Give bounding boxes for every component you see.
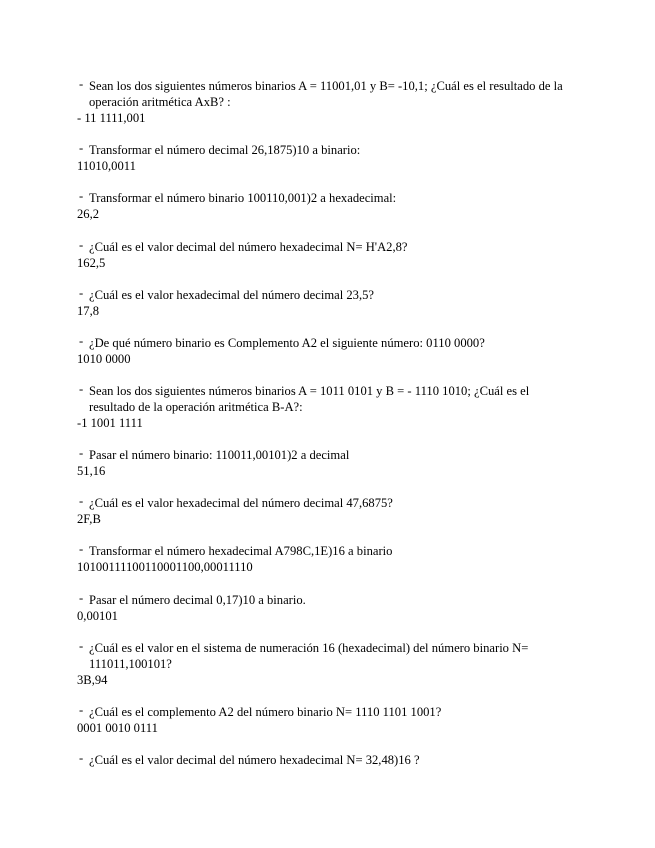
qa-item-7	[77, 383, 557, 431]
qa-item-11	[77, 592, 577, 624]
bullet-dash: -	[79, 446, 84, 460]
answer: 0,00101	[77, 609, 118, 623]
bullet-dash: -	[79, 703, 84, 717]
answer: 2F,B	[77, 512, 101, 526]
question	[77, 495, 577, 511]
question-text: Transformar el número hexadecimal A798C,1E)16 a binario	[89, 544, 393, 558]
question	[77, 78, 577, 110]
bullet-dash: -	[79, 751, 84, 765]
bullet-dash: -	[79, 382, 84, 396]
question-text: Transformar el número decimal 26,1875)10 a binario:	[89, 143, 361, 157]
bullet-dash: -	[79, 77, 84, 91]
answer: 17,8	[77, 304, 100, 318]
question	[77, 383, 557, 415]
question	[77, 239, 577, 255]
answer: - 11 1111,001	[77, 111, 146, 125]
qa-item-9	[77, 495, 577, 527]
question	[77, 142, 577, 158]
bullet-dash: -	[79, 141, 84, 155]
bullet-dash: -	[79, 238, 84, 252]
answer: 0001 0010 0111	[77, 721, 158, 735]
answer: 26,2	[77, 207, 100, 221]
question	[77, 640, 557, 672]
answer: -1 1001 1111	[77, 416, 143, 430]
question	[77, 592, 577, 608]
question	[77, 335, 577, 351]
qa-item-10	[77, 543, 577, 575]
qa-item-3	[77, 190, 577, 222]
question-text: Sean los dos siguientes números binarios A = 1011 0101 y B = - 1110 1010; ¿Cuál es el resultado de la operación aritmética B-A?:	[89, 384, 530, 414]
answer: 11010,0011	[77, 159, 136, 173]
question-text: ¿Cuál es el valor en el sistema de numeración 16 (hexadecimal) del número binario N= 111011,100101?	[89, 641, 529, 671]
answer: 3B,94	[77, 673, 108, 687]
answer: 10100111100110001100,00011110	[77, 560, 253, 574]
qa-item-4	[77, 239, 577, 271]
qa-item-13	[77, 704, 577, 736]
bullet-dash: -	[79, 286, 84, 300]
question-text: Pasar el número decimal 0,17)10 a binario.	[89, 593, 306, 607]
question	[77, 447, 577, 463]
qa-item-1	[77, 78, 577, 126]
question-text: ¿Cuál es el valor hexadecimal del número decimal 47,6875?	[89, 496, 393, 510]
bullet-dash: -	[79, 639, 84, 653]
question-text: ¿Cuál es el complemento A2 del número binario N= 1110 1101 1001?	[89, 705, 442, 719]
question-text: ¿Cuál es el valor decimal del número hexadecimal N= 32,48)16 ?	[89, 753, 420, 767]
qa-item-2	[77, 142, 577, 174]
bullet-dash: -	[79, 334, 84, 348]
question-text: ¿Cuál es el valor hexadecimal del número decimal 23,5?	[89, 288, 374, 302]
bullet-dash: -	[79, 591, 84, 605]
answer: 162,5	[77, 256, 106, 270]
answer: 51,16	[77, 464, 106, 478]
bullet-dash: -	[79, 189, 84, 203]
question	[77, 752, 577, 768]
qa-item-6	[77, 335, 577, 367]
bullet-dash: -	[79, 542, 84, 556]
qa-item-12	[77, 640, 557, 688]
question	[77, 704, 577, 720]
question-text: Sean los dos siguientes números binarios A = 11001,01 y B= -10,1; ¿Cuál es el resultado de la operación aritmética AxB? :	[89, 79, 563, 109]
question	[77, 287, 577, 303]
question-text: Transformar el número binario 100110,001)2 a hexadecimal:	[89, 191, 397, 205]
question-text: ¿Cuál es el valor decimal del número hexadecimal N= H'A2,8?	[89, 240, 408, 254]
question-text: ¿De qué número binario es Complemento A2 el siguiente número: 0110 0000?	[89, 336, 485, 350]
qa-item-14	[77, 752, 577, 768]
bullet-dash: -	[79, 494, 84, 508]
question-text: Pasar el número binario: 110011,00101)2 a decimal	[89, 448, 350, 462]
question	[77, 190, 577, 206]
answer: 1010 0000	[77, 352, 131, 366]
qa-item-5	[77, 287, 577, 319]
question	[77, 543, 577, 559]
qa-item-8	[77, 447, 577, 479]
